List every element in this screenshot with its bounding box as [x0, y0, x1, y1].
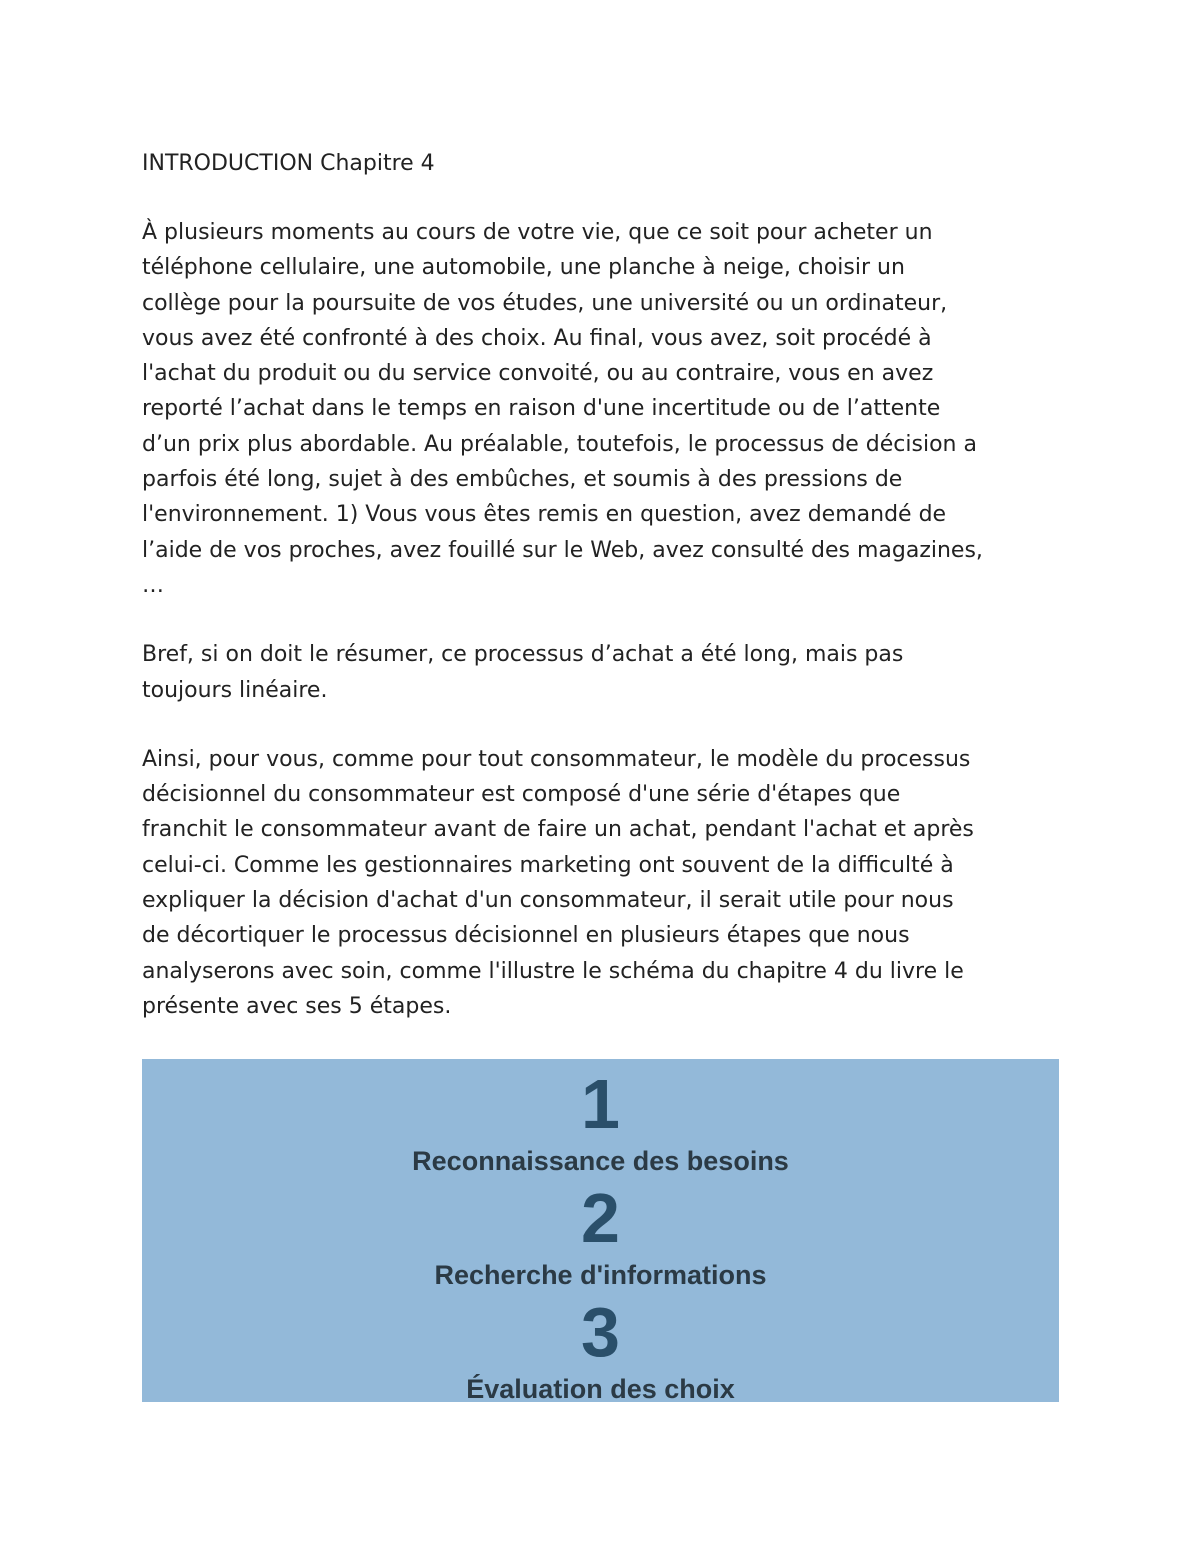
decision-process-diagram: [142, 1059, 1059, 1402]
text-line: Bref, si on doit le résumer, ce processus d’achat a été long, mais pas: [142, 642, 904, 668]
step-number: 3: [581, 1293, 620, 1371]
text-line: l'environnement. 1) Vous vous êtes remis en question, avez demandé de: [142, 502, 947, 528]
text-line: d’un prix plus abordable. Au préalable, toutefois, le processus de décision a: [142, 431, 977, 457]
page-title: INTRODUCTION Chapitre 4: [142, 151, 435, 176]
text-line: de décortiquer le processus décisionnel en plusieurs étapes que nous: [142, 923, 910, 949]
step-label: Recherche d'informations: [434, 1260, 767, 1290]
step-1: [142, 1065, 1059, 1179]
step-label: Évaluation des choix: [466, 1374, 735, 1402]
paragraph-model: [142, 742, 1062, 1024]
text-line: l'achat du produit ou du service convoité, ou au contraire, vous en avez: [142, 361, 934, 387]
text-line: celui-ci. Comme les gestionnaires marketing ont souvent de la difficulté à: [142, 852, 954, 878]
document-body: [142, 146, 1062, 1058]
text-line: vous avez été confronté à des choix. Au final, vous avez, soit procédé à: [142, 325, 932, 351]
step-2: [142, 1179, 1059, 1293]
step-3: [142, 1293, 1059, 1402]
paragraph-intro: [142, 215, 1062, 603]
step-number: 1: [581, 1065, 620, 1143]
paragraph-summary: [142, 637, 1062, 708]
text-line: analyserons avec soin, comme l'illustre le schéma du chapitre 4 du livre le: [142, 958, 964, 984]
text-line: À plusieurs moments au cours de votre vie, que ce soit pour acheter un: [142, 220, 933, 245]
text-line: téléphone cellulaire, une automobile, une planche à neige, choisir un: [142, 255, 905, 281]
text-line: franchit le consommateur avant de faire un achat, pendant l'achat et après: [142, 817, 974, 843]
step-number: 2: [581, 1179, 620, 1257]
text-line: l’aide de vos proches, avez fouillé sur le Web, avez consulté des magazines,: [142, 537, 983, 563]
text-line: toujours linéaire.: [142, 677, 328, 703]
text-line: reporté l’achat dans le temps en raison d'une incertitude ou de l’attente: [142, 396, 941, 422]
text-line: …: [142, 572, 164, 598]
text-line: décisionnel du consommateur est composé d'une série d'étapes que: [142, 782, 901, 808]
text-line: présente avec ses 5 étapes.: [142, 993, 452, 1019]
text-line: expliquer la décision d'achat d'un consommateur, il serait utile pour nous: [142, 888, 954, 914]
text-line: parfois été long, sujet à des embûches, et soumis à des pressions de: [142, 467, 903, 493]
text-line: Ainsi, pour vous, comme pour tout consommateur, le modèle du processus: [142, 746, 971, 772]
text-line: collège pour la poursuite de vos études, une université ou un ordinateur,: [142, 290, 948, 316]
step-label: Reconnaissance des besoins: [412, 1146, 789, 1176]
